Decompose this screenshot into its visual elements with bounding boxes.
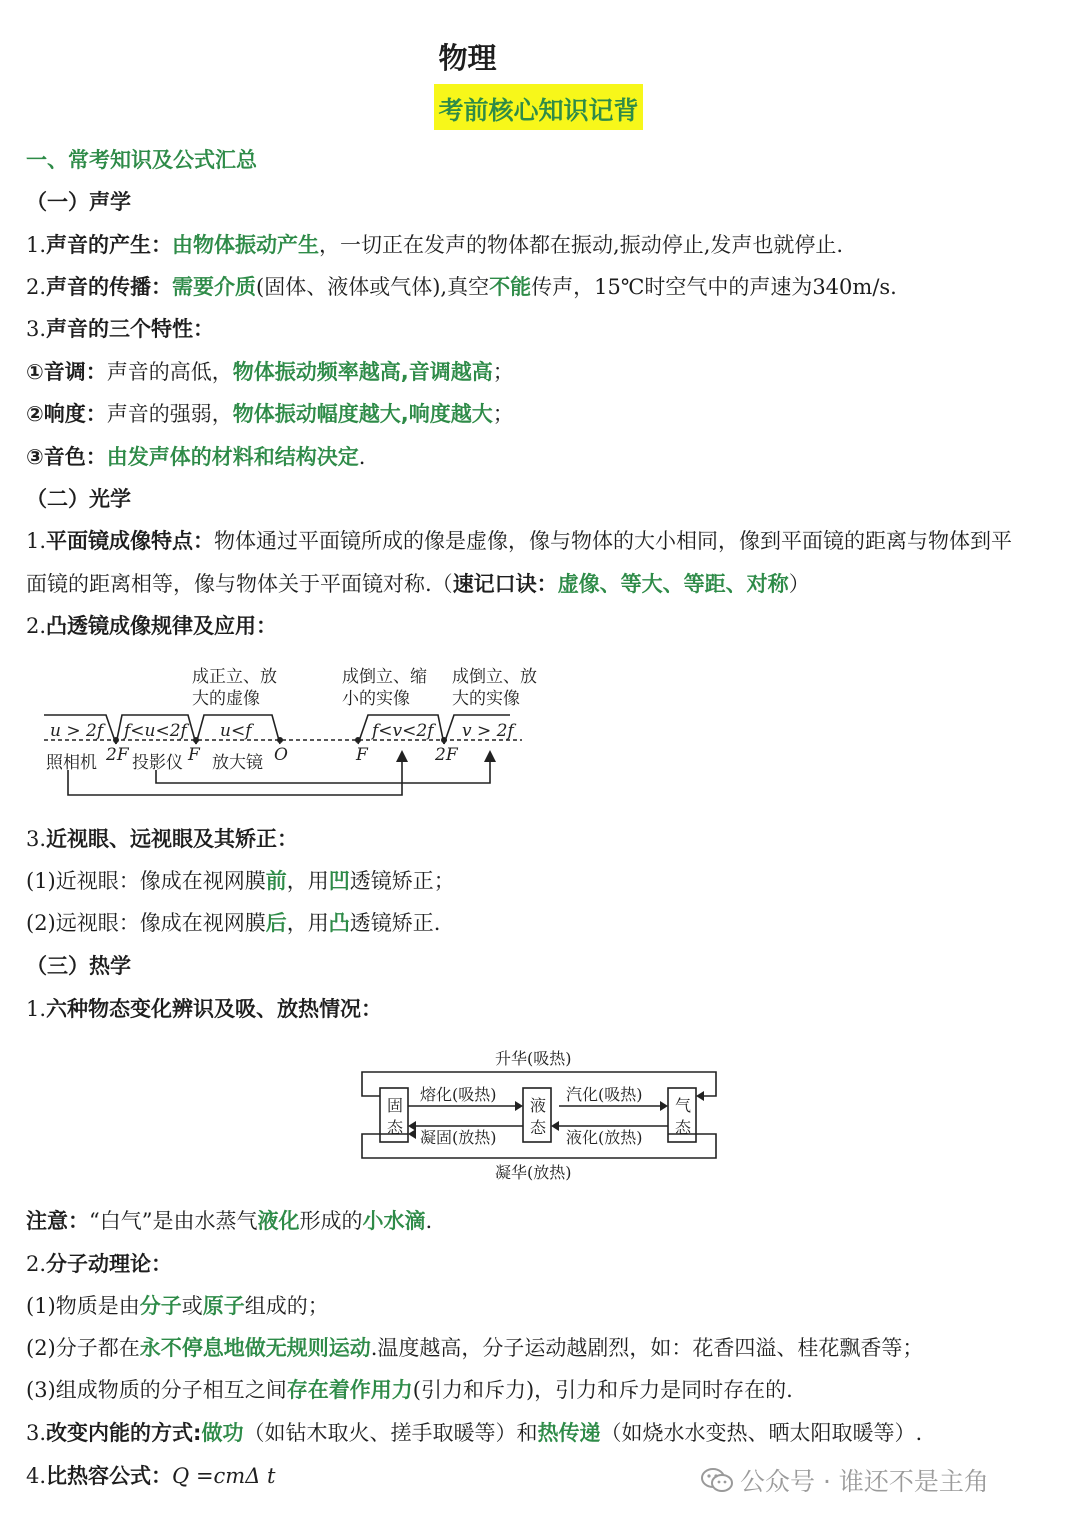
phase-liquefaction: 液化(放热) (566, 1128, 643, 1147)
lens-range-v-gt-2f: v > 2f (462, 721, 514, 741)
optics-line-3: 3.近视眼、远视眼及其矫正： (26, 827, 299, 851)
thermal-molecule-1: (1)物质是由分子或原子组成的； (26, 1294, 329, 1318)
thermal-internal-energy: 3.改变内能的方式:做功（如钻木取火、搓手取暖等）和热传递（如烧水水变热、晒太阳取暖等）. (26, 1421, 923, 1445)
acoustics-timbre: ③音色：由发声体的材料和结构决定. (26, 445, 366, 469)
thermal-note: 注意：“白气”是由水蒸气液化形成的小水滴. (26, 1209, 433, 1233)
lens-range-u-lt-f: u<f (220, 721, 252, 741)
lens-range-f-u-2f: f<u<2f (124, 721, 187, 741)
thermal-molecule-2: (2)分子都在永不停息地做无规则运动.温度越高，分子运动越剧烈，如：花香四溢、桂花飘香等； (26, 1336, 924, 1360)
phase-deposition: 凝华(放热) (495, 1163, 572, 1182)
lens-label-virtual-1: 成正立、放 (192, 667, 277, 687)
optics-line-1b: 面镜的距离相等，像与物体关于平面镜对称.（速记口诀：虚像、等大、等距、对称） (26, 572, 810, 596)
part-heading: 一、常考知识及公式汇总 (26, 148, 257, 172)
page-subtitle: 考前核心知识记背 (438, 96, 639, 125)
acoustics-line-1: 1.声音的产生：由物体振动产生，一切正在发声的物体都在振动,振动停止,发声也就停止. (26, 233, 844, 257)
convex-lens-diagram (40, 660, 540, 800)
phase-solid-2: 态 (387, 1118, 404, 1137)
phase-change-diagram (350, 1040, 730, 1190)
lens-range-u-gt-2f: u > 2f (50, 721, 104, 741)
optics-line-1: 1.平面镜成像特点：物体通过平面镜所成的像是虚像，像与物体的大小相同，像到平面镜的距离与物体到平 (26, 529, 1013, 553)
lens-label-big-2: 大的实像 (452, 689, 520, 709)
lens-app-magnifier: 放大镜 (212, 753, 263, 773)
thermal-molecule-3: (3)组成物质的分子相互之间存在着作用力(引力和斥力)，引力和斥力是同时存在的. (26, 1378, 793, 1402)
subtitle-highlight (434, 84, 643, 130)
phase-liquid-2: 态 (530, 1118, 547, 1137)
section-heading-thermal: （三）热学 (26, 954, 131, 978)
watermark: 公众号 · 谁还不是主角 (700, 1462, 989, 1500)
section-heading-optics: （二）光学 (26, 487, 131, 511)
phase-freezing: 凝固(放热) (420, 1128, 497, 1147)
acoustics-line-2: 2.声音的传播：需要介质(固体、液体或气体),真空不能传声，15℃时空气中的声速为340m/s. (26, 275, 897, 299)
phase-solid-1: 固 (387, 1096, 404, 1115)
optics-line-2: 2.凸透镜成像规律及应用： (26, 614, 278, 638)
lens-app-camera: 照相机 (46, 753, 97, 773)
thermal-line-2: 2.分子动理论： (26, 1252, 173, 1276)
lens-point-2f-image: 2F (435, 745, 458, 765)
lens-label-small-2: 小的实像 (342, 689, 410, 709)
phase-sublimation: 升华(吸热) (495, 1049, 572, 1068)
phase-gas-2: 态 (675, 1118, 692, 1137)
wechat-icon (700, 1466, 734, 1500)
thermal-line-1: 1.六种物态变化辨识及吸、放热情况： (26, 997, 383, 1021)
acoustics-loudness: ②响度：声音的强弱，物体振动幅度越大,响度越大； (26, 402, 514, 426)
phase-liquid-1: 液 (530, 1096, 547, 1115)
optics-myopia: (1)近视眼：像成在视网膜前，用凹透镜矫正； (26, 869, 455, 893)
phase-melting: 熔化(吸热) (420, 1085, 497, 1104)
optics-hyperopia: (2)远视眼：像成在视网膜后，用凸透镜矫正. (26, 911, 441, 935)
lens-label-small-1: 成倒立、缩 (342, 667, 427, 687)
acoustics-pitch: ①音调：声音的高低，物体振动频率越高,音调越高； (26, 360, 514, 384)
lens-range-f-v-2f: f<v<2f (372, 721, 434, 741)
thermal-specific-heat: 4.比热容公式：Q =cmΔ t (26, 1464, 276, 1488)
lens-point-f: F (188, 745, 200, 765)
lens-label-big-1: 成倒立、放 (452, 667, 537, 687)
lens-point-f-image: F (356, 745, 368, 765)
phase-vaporization: 汽化(吸热) (566, 1085, 643, 1104)
section-heading-acoustics: （一）声学 (26, 190, 131, 214)
lens-point-o: O (274, 745, 288, 765)
acoustics-line-3: 3.声音的三个特性： (26, 317, 215, 341)
lens-point-2f: 2F (106, 745, 129, 765)
phase-gas-1: 气 (675, 1096, 692, 1115)
lens-app-projector: 投影仪 (132, 753, 183, 773)
page-title: 物理 (438, 41, 497, 75)
lens-label-virtual-2: 大的虚像 (192, 689, 260, 709)
